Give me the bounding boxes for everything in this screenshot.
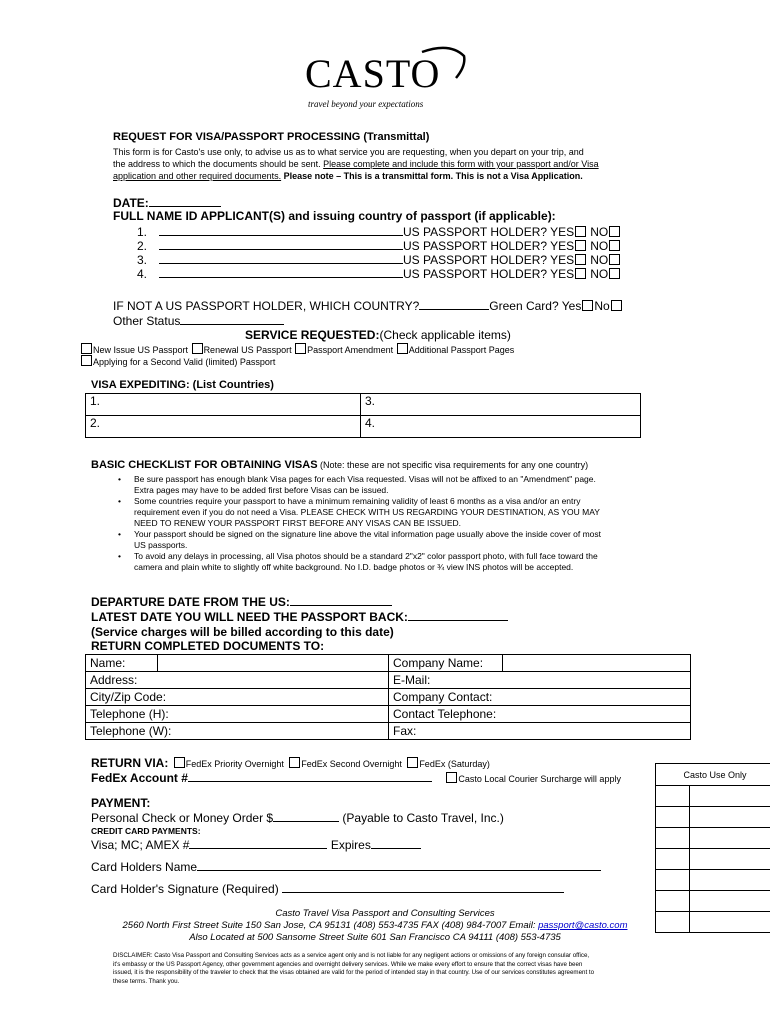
disclaimer-line: these terms. Thank you. bbox=[113, 977, 180, 985]
visa-country-cell[interactable]: 1. bbox=[86, 394, 361, 416]
latest-date-label: LATEST DATE YOU WILL NEED THE PASSPORT BACK: bbox=[91, 610, 408, 624]
no-label: NO bbox=[590, 239, 609, 253]
date-label: DATE: bbox=[113, 196, 149, 210]
footer-address: 2560 North First Street Suite 150 San Jose, CA 95131 (408) 553-4735 FAX (408) 984-7007 Email: bbox=[122, 920, 539, 931]
holder-signature-label: Card Holder's Signature (Required) bbox=[91, 882, 283, 896]
service-heading bbox=[245, 328, 511, 342]
second-passport-checkbox[interactable] bbox=[81, 355, 92, 366]
applicant-row-number: 1. bbox=[137, 225, 148, 239]
footer-line-3: Also Located at 500 Sansome Street Suite 601 San Francisco CA 94111 (408) 553-4735 bbox=[189, 932, 561, 943]
service-heading-note: (Check applicable items) bbox=[379, 328, 511, 342]
additional-pages-checkbox[interactable] bbox=[397, 343, 408, 354]
disclaimer bbox=[113, 952, 594, 986]
holder-signature-input[interactable] bbox=[282, 881, 564, 893]
visa-country-cell[interactable]: 3. bbox=[361, 394, 641, 416]
second-passport-option bbox=[80, 355, 275, 367]
fedex-account-row bbox=[91, 769, 621, 787]
logo-tagline: travel beyond your expectations bbox=[308, 99, 424, 109]
casto-use-cell bbox=[656, 828, 690, 849]
disclaimer-line: it's embassy or the US Passport Agency, other government agencies and overnight delivery services. While we make every effort to ensure that the correct visas have been bbox=[113, 960, 583, 968]
service-charges-note: (Service charges will be billed according to this date) bbox=[91, 625, 394, 639]
green-card-yes-checkbox[interactable] bbox=[582, 300, 593, 311]
amendment-checkbox[interactable] bbox=[295, 343, 306, 354]
applicant-name-input[interactable] bbox=[159, 252, 403, 264]
us-passport-label: US PASSPORT HOLDER? YES bbox=[403, 225, 575, 239]
fedex-second-label: FedEx Second Overnight bbox=[301, 759, 402, 769]
casto-use-only-label: Casto Use Only bbox=[656, 764, 770, 786]
checklist-list bbox=[100, 474, 601, 573]
footer-line-2 bbox=[0, 920, 750, 931]
card-number-label: Visa; MC; AMEX # bbox=[91, 838, 190, 852]
non-us-country-label: IF NOT A US PASSPORT HOLDER, WHICH COUNTRY? bbox=[113, 299, 420, 313]
casto-use-cell bbox=[656, 849, 690, 870]
visa-country-cell[interactable]: 2. bbox=[86, 416, 361, 438]
applicant-row bbox=[137, 224, 621, 239]
applicant-row bbox=[137, 252, 621, 267]
casto-use-cell bbox=[656, 807, 690, 828]
checklist-title: BASIC CHECKLIST FOR OBTAINING VISAS bbox=[91, 459, 318, 471]
us-passport-label: US PASSPORT HOLDER? YES bbox=[403, 267, 575, 281]
casto-use-cell bbox=[656, 870, 690, 891]
table-row bbox=[86, 723, 691, 740]
no-checkbox[interactable] bbox=[609, 268, 620, 279]
non-us-country-row bbox=[113, 298, 623, 313]
fedex-saturday-label: FedEx (Saturday) bbox=[419, 759, 490, 769]
intro-line-3b: Please note – This is a transmittal form. This is not a Visa Application. bbox=[281, 171, 583, 181]
latest-date-row bbox=[91, 609, 508, 624]
visa-country-cell[interactable]: 4. bbox=[361, 416, 641, 438]
departure-date-row bbox=[91, 594, 392, 609]
disclaimer-line: issued, it is the responsibility of the traveler to check that the visas obtained are valid for the period of intended stay in that country. Use of our services constitutes agreement to bbox=[113, 969, 595, 976]
casto-use-cell bbox=[690, 786, 770, 807]
date-field[interactable] bbox=[113, 195, 221, 210]
courier-checkbox[interactable] bbox=[446, 772, 457, 783]
new-issue-checkbox[interactable] bbox=[81, 343, 92, 354]
additional-pages-label: Additional Passport Pages bbox=[408, 345, 515, 355]
intro-line-1: This form is for Casto's use only, to advise us as to what service you are requesting, when you depart on your trip, and bbox=[113, 147, 584, 157]
us-passport-label: US PASSPORT HOLDER? YES bbox=[403, 239, 575, 253]
latest-date-input[interactable] bbox=[408, 609, 508, 621]
applicant-name-input[interactable] bbox=[159, 224, 403, 236]
address-label: Contact Telephone: bbox=[389, 706, 691, 723]
second-passport-label: Applying for a Second Valid (limited) Passport bbox=[93, 357, 276, 367]
email-link[interactable]: passport@casto.com bbox=[538, 920, 628, 931]
applicant-row-number: 2. bbox=[137, 239, 148, 253]
fedex-saturday-checkbox[interactable] bbox=[407, 757, 418, 768]
holder-name-row bbox=[91, 859, 601, 874]
applicant-name-input[interactable] bbox=[159, 266, 403, 278]
casto-logo: CASTO bbox=[305, 51, 441, 96]
list-item: • Your passport should be signed on the signature line above the vital information page usually above the inside cover of most US passports. bbox=[100, 529, 601, 551]
intro-line-2b: Please complete and include this form with your passport and/or Visa bbox=[323, 159, 599, 169]
card-number-row bbox=[91, 837, 421, 852]
service-heading-label: SERVICE REQUESTED: bbox=[245, 328, 380, 342]
list-item: • To avoid any delays in processing, all Visa photos should be a standard 2"x2" color passport photo, with full face toward the camera and plain white to slightly off white background. No I.D. badge photos or ¾ view INS photos will be accepted. bbox=[100, 551, 601, 573]
table-row bbox=[86, 655, 691, 672]
intro-line-3a: application and other required documents. bbox=[113, 171, 282, 181]
other-status-row bbox=[113, 313, 284, 328]
return-docs-label: RETURN COMPLETED DOCUMENTS TO: bbox=[91, 639, 325, 653]
no-checkbox[interactable] bbox=[609, 226, 620, 237]
fedex-priority-label: FedEx Priority Overnight bbox=[185, 759, 284, 769]
intro-line-2a: the address to which the documents should be sent. bbox=[113, 159, 324, 169]
fedex-account-input[interactable] bbox=[188, 770, 432, 782]
no-checkbox[interactable] bbox=[609, 254, 620, 265]
expires-label: Expires bbox=[327, 838, 371, 852]
checklist-note: (Note: these are not specific visa requirements for any one country) bbox=[317, 460, 589, 470]
payable-label: (Payable to Casto Travel, Inc.) bbox=[339, 811, 504, 825]
check-row bbox=[91, 810, 504, 825]
casto-use-cell bbox=[690, 849, 770, 870]
renewal-label: Renewal US Passport bbox=[203, 345, 292, 355]
expires-input[interactable] bbox=[371, 837, 421, 849]
address-input[interactable] bbox=[503, 655, 691, 672]
new-issue-label: New Issue US Passport bbox=[93, 345, 189, 355]
payment-heading: PAYMENT: bbox=[91, 796, 151, 810]
no-label: NO bbox=[590, 253, 609, 267]
yes-checkbox[interactable] bbox=[575, 268, 586, 279]
address-label: Telephone (H): bbox=[86, 706, 389, 723]
green-card-no-checkbox[interactable] bbox=[611, 300, 622, 311]
holder-name-input[interactable] bbox=[197, 859, 601, 871]
check-amount-input[interactable] bbox=[273, 810, 339, 822]
cc-heading: CREDIT CARD PAYMENTS: bbox=[91, 826, 201, 836]
disclaimer-line: DISCLAIMER: Casto Visa Passport and Consulting Services acts as a service agent only and is not liable for any negligent actions or omissions of any foreign consular office, bbox=[113, 952, 590, 959]
address-label: Name: bbox=[86, 655, 158, 672]
renewal-checkbox[interactable] bbox=[192, 343, 203, 354]
table-row bbox=[86, 689, 691, 706]
address-input[interactable] bbox=[158, 655, 389, 672]
checklist-heading bbox=[91, 459, 588, 471]
list-item: • Be sure passport has enough blank Visa pages for each Visa requested. Visas will not be affixed to an "Amendment" page. Extra pages may have to be added first before Visas can be issued. bbox=[100, 474, 601, 496]
check-label: Personal Check or Money Order $ bbox=[91, 811, 274, 825]
address-label: E-Mail: bbox=[389, 672, 691, 689]
table-row bbox=[86, 672, 691, 689]
visa-heading: VISA EXPEDITING: (List Countries) bbox=[91, 379, 274, 391]
departure-date-input[interactable] bbox=[290, 594, 392, 606]
address-label: Company Name: bbox=[389, 655, 503, 672]
fedex-account-label: FedEx Account # bbox=[91, 771, 188, 785]
holder-signature-row bbox=[91, 881, 564, 896]
casto-use-cell bbox=[690, 828, 770, 849]
courier-label: Casto Local Courier Surcharge will apply bbox=[458, 774, 621, 784]
amendment-label: Passport Amendment bbox=[307, 345, 394, 355]
yes-checkbox[interactable] bbox=[575, 240, 586, 251]
list-item: • Some countries require your passport to have a minimum remaining validity of least 6 months as a visa and/or an entry requirement even if you do not need a Visa. PLEASE CHECK WITH US REGARDING YOUR DESTINATION, AS YOU MAY NEED TO RENEW YOUR PASSPORT FIRST BEFORE ANY VISAS CAN BE ISSUED. bbox=[100, 496, 601, 529]
applicant-row-number: 4. bbox=[137, 267, 148, 281]
casto-use-cell bbox=[690, 870, 770, 891]
applicant-row bbox=[137, 266, 621, 281]
other-status-label: Other Status bbox=[113, 314, 181, 328]
logo-swoosh-icon bbox=[420, 42, 470, 82]
table-row bbox=[86, 706, 691, 723]
service-options bbox=[80, 343, 514, 355]
fedex-priority-checkbox[interactable] bbox=[174, 757, 185, 768]
yes-checkbox[interactable] bbox=[575, 226, 586, 237]
address-label: Address: bbox=[86, 672, 389, 689]
intro-line-2 bbox=[113, 159, 599, 169]
no-label: NO bbox=[590, 225, 609, 239]
no-checkbox[interactable] bbox=[609, 240, 620, 251]
non-us-country-input[interactable] bbox=[419, 298, 489, 310]
green-card-no-label: No bbox=[594, 299, 610, 313]
applicant-row-number: 3. bbox=[137, 253, 148, 267]
green-card-label: Green Card? Yes bbox=[489, 299, 582, 313]
address-label: Telephone (W): bbox=[86, 723, 389, 740]
form-title: REQUEST FOR VISA/PASSPORT PROCESSING (Transmittal) bbox=[113, 131, 430, 143]
footer-line-1: Casto Travel Visa Passport and Consulting Services bbox=[275, 908, 495, 919]
other-status-input[interactable] bbox=[180, 313, 284, 325]
departure-date-label: DEPARTURE DATE FROM THE US: bbox=[91, 595, 290, 609]
no-label: NO bbox=[590, 267, 609, 281]
yes-checkbox[interactable] bbox=[575, 254, 586, 265]
address-label: Fax: bbox=[389, 723, 691, 740]
holder-name-label: Card Holders Name bbox=[91, 860, 198, 874]
casto-use-cell bbox=[656, 786, 690, 807]
fedex-second-checkbox[interactable] bbox=[289, 757, 300, 768]
applicant-row bbox=[137, 238, 621, 253]
address-label: City/Zip Code: bbox=[86, 689, 389, 706]
applicant-name-input[interactable] bbox=[159, 238, 403, 250]
intro-line-3 bbox=[113, 171, 583, 181]
casto-use-cell bbox=[690, 807, 770, 828]
address-label: Company Contact: bbox=[389, 689, 691, 706]
return-address-table bbox=[85, 654, 691, 740]
return-via-label: RETURN VIA: bbox=[91, 756, 169, 770]
card-number-input[interactable] bbox=[189, 837, 327, 849]
us-passport-label: US PASSPORT HOLDER? YES bbox=[403, 253, 575, 267]
full-name-label: FULL NAME ID APPLICANT(S) and issuing country of passport (if applicable): bbox=[113, 209, 556, 223]
visa-countries-table bbox=[85, 393, 641, 438]
